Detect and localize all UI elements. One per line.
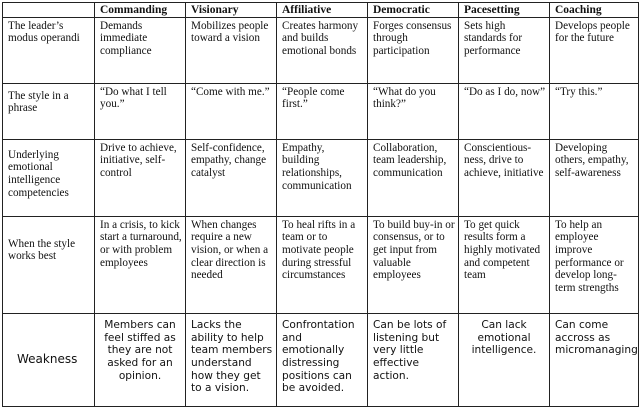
table-cell: Can be lots of listening but very little effective action. xyxy=(368,313,459,406)
table-cell: Can come accross as micromanaging xyxy=(550,313,639,406)
table-cell: Lacks the ability to help team members understand how they get to a vision. xyxy=(186,313,277,406)
row-label-modus-operandi: The leader’s modus operandi xyxy=(3,17,95,83)
table-cell: Self-confidence, empathy, change catalyst xyxy=(186,139,277,216)
table-cell: In a crisis, to kick start a turnaround, or with problem employees xyxy=(95,216,186,313)
table-cell: Develops people for the future xyxy=(550,17,639,83)
row-label-style-phrase: The style in a phrase xyxy=(3,83,95,139)
table-cell: Forges consensus through participation xyxy=(368,17,459,83)
table-cell: Drive to achieve, initiative, self-control xyxy=(95,139,186,216)
header-coaching: Coaching xyxy=(550,3,639,18)
table-cell: Developing others, empathy, self-awareness xyxy=(550,139,639,216)
table-cell: Empathy, building relationships, communication xyxy=(277,139,368,216)
table-cell: “People come first.” xyxy=(277,83,368,139)
table-row xyxy=(3,139,639,216)
table-cell: Conscientious-ness, drive to achieve, initiative xyxy=(459,139,550,216)
table-cell: Can lack emotional intelligence. xyxy=(459,313,550,406)
table-cell: Mobilizes people toward a vision xyxy=(186,17,277,83)
table-cell: “Come with me.” xyxy=(186,83,277,139)
row-label-competencies: Underlying emotional intelligence competencies xyxy=(3,139,95,216)
table-cell: Demands immediate compliance xyxy=(95,17,186,83)
leadership-styles-table xyxy=(2,2,639,407)
header-pacesetting: Pacesetting xyxy=(459,3,550,18)
table-cell: Confrontation and emotionally distressing positions can be avoided. xyxy=(277,313,368,406)
table-cell: “Do as I do, now” xyxy=(459,83,550,139)
header-visionary: Visionary xyxy=(186,3,277,18)
table-cell: “Do what I tell you.” xyxy=(95,83,186,139)
row-label-weakness: Weakness xyxy=(3,313,95,406)
table-cell: To help an employee improve performance or develop long-term strengths xyxy=(550,216,639,313)
table-row xyxy=(3,216,639,313)
table-cell: To build buy-in or consensus, or to get input from valuable employees xyxy=(368,216,459,313)
table-row xyxy=(3,83,639,139)
table-row xyxy=(3,17,639,83)
table-cell: When changes require a new vision, or when a clear direction is needed xyxy=(186,216,277,313)
table-cell: Creates harmony and builds emotional bonds xyxy=(277,17,368,83)
table-cell: Members can feel stiffed as they are not asked for an opinion. xyxy=(95,313,186,406)
table-row xyxy=(3,313,639,406)
table-cell: “What do you think?” xyxy=(368,83,459,139)
row-label-works-best: When the style works best xyxy=(3,216,95,313)
corner-cell xyxy=(3,3,95,18)
header-row xyxy=(3,3,639,18)
header-affiliative: Affiliative xyxy=(277,3,368,18)
table-cell: Collaboration, team leadership, communication xyxy=(368,139,459,216)
table-cell: To heal rifts in a team or to motivate people during stressful circumstances xyxy=(277,216,368,313)
header-commanding: Commanding xyxy=(95,3,186,18)
table-cell: “Try this.” xyxy=(550,83,639,139)
header-democratic: Democratic xyxy=(368,3,459,18)
table-cell: To get quick results form a highly motivated and competent team xyxy=(459,216,550,313)
table-cell: Sets high standards for performance xyxy=(459,17,550,83)
